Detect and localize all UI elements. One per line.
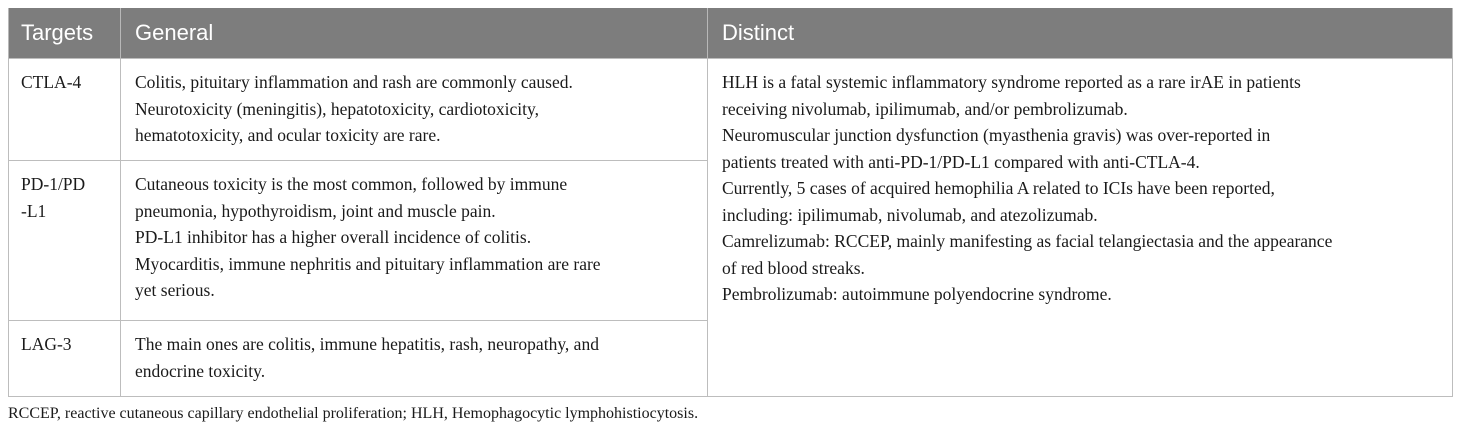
header-targets: Targets bbox=[9, 8, 121, 59]
table-body bbox=[9, 59, 1453, 397]
table-row-ctla4 bbox=[9, 59, 1453, 161]
distinct-line: including: ipilimumab, nivolumab, and atezolizumab. bbox=[722, 204, 1098, 225]
target-text: -L1 bbox=[21, 200, 47, 221]
target-text: CTLA-4 bbox=[21, 72, 82, 92]
cell-target bbox=[9, 321, 121, 397]
distinct-line: Currently, 5 cases of acquired hemophilia A related to ICIs have been reported, bbox=[722, 178, 1275, 198]
cell-distinct bbox=[708, 59, 1453, 397]
header-row bbox=[9, 8, 1453, 59]
cell-target bbox=[9, 59, 121, 161]
header-distinct: Distinct bbox=[708, 8, 1453, 59]
target-text: LAG-3 bbox=[21, 334, 72, 354]
table-header bbox=[9, 8, 1453, 59]
general-line: Cutaneous toxicity is the most common, followed by immune bbox=[135, 174, 568, 194]
general-line: Myocarditis, immune nephritis and pituitary inflammation are rare bbox=[135, 253, 601, 274]
general-line: Neurotoxicity (meningitis), hepatotoxicity, cardiotoxicity, bbox=[135, 98, 540, 119]
distinct-line: of red blood streaks. bbox=[722, 257, 865, 278]
general-line: pneumonia, hypothyroidism, joint and muscle pain. bbox=[135, 200, 496, 221]
cell-general bbox=[121, 321, 708, 397]
general-line: The main ones are colitis, immune hepatitis, rash, neuropathy, and bbox=[135, 334, 599, 354]
general-line: hematotoxicity, and ocular toxicity are rare. bbox=[135, 125, 441, 145]
distinct-line: patients treated with anti-PD-1/PD-L1 compared with anti-CTLA-4. bbox=[722, 151, 1200, 172]
distinct-line: Neuromuscular junction dysfunction (myasthenia gravis) was over-reported in bbox=[722, 125, 1271, 145]
distinct-line: Pembrolizumab: autoimmune polyendocrine syndrome. bbox=[722, 284, 1112, 304]
distinct-line: receiving nivolumab, ipilimumab, and/or pembrolizumab. bbox=[722, 98, 1128, 119]
general-line: endocrine toxicity. bbox=[135, 360, 266, 381]
distinct-line: HLH is a fatal systemic inflammatory syndrome reported as a rare irAE in patients bbox=[722, 72, 1301, 92]
general-line: Colitis, pituitary inflammation and rash are commonly caused. bbox=[135, 72, 573, 92]
cell-target bbox=[9, 161, 121, 321]
irae-table bbox=[8, 8, 1453, 397]
cell-general bbox=[121, 59, 708, 161]
general-line: yet serious. bbox=[135, 280, 215, 300]
header-general: General bbox=[121, 8, 708, 59]
table-container bbox=[8, 8, 1452, 397]
target-text: PD-1/PD bbox=[21, 174, 86, 194]
table-footnote: RCCEP, reactive cutaneous capillary endothelial proliferation; HLH, Hemophagocytic lymphohistiocytosis. bbox=[8, 405, 699, 422]
general-line: PD-L1 inhibitor has a higher overall incidence of colitis. bbox=[135, 227, 532, 247]
distinct-line: Camrelizumab: RCCEP, mainly manifesting as facial telangiectasia and the appearance bbox=[722, 231, 1333, 251]
cell-general bbox=[121, 161, 708, 321]
